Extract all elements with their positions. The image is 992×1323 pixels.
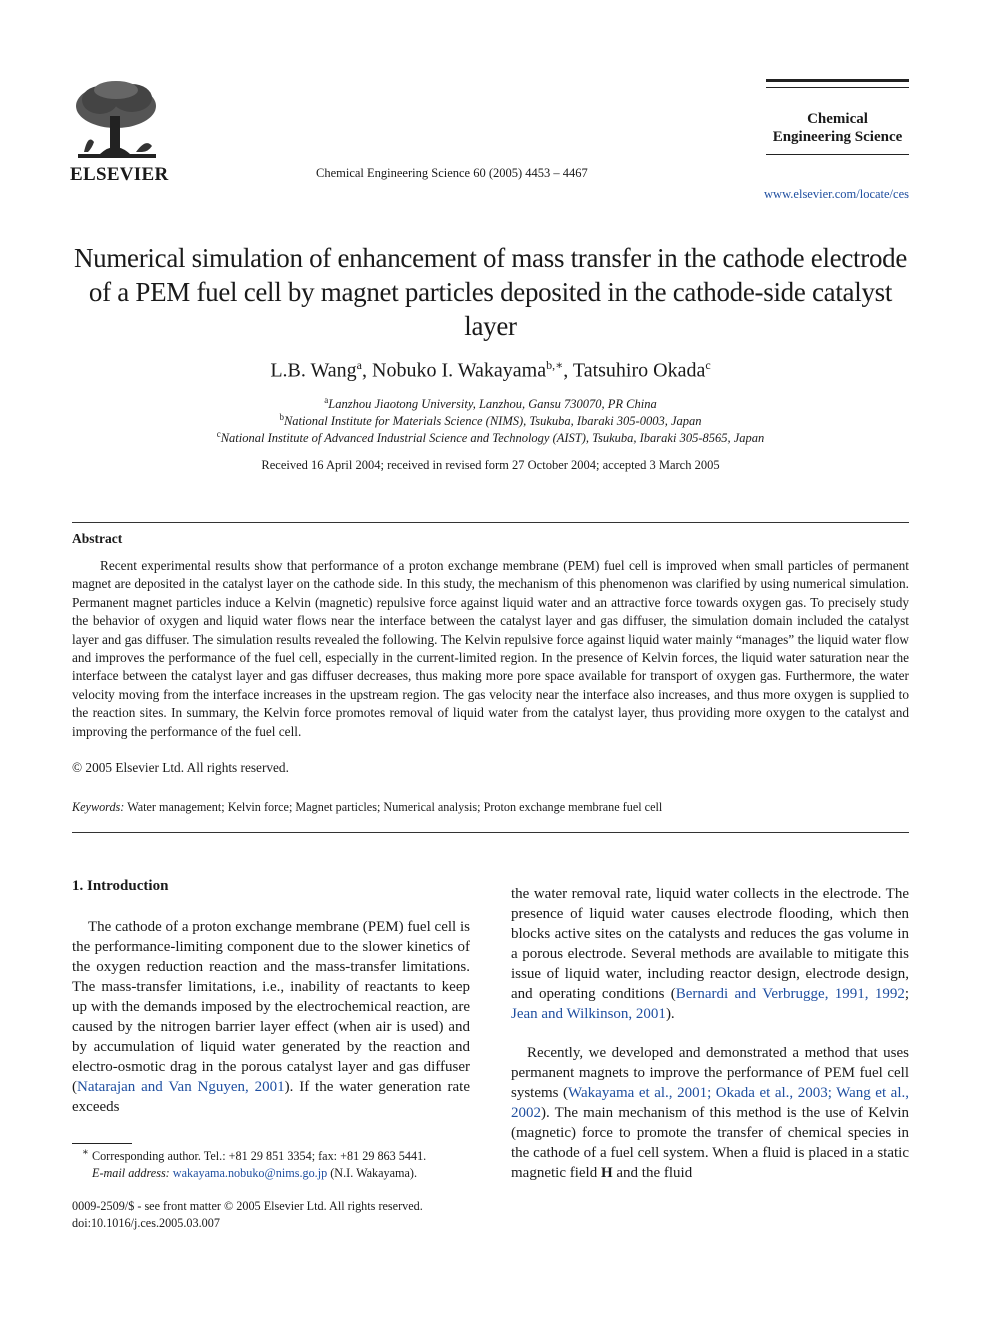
intro-paragraph-1 xyxy=(72,917,470,1117)
affiliation-text: National Institute of Advanced Industrial Science and Technology (AIST), Tsukuba, Ibaraki 305-8565, Japan xyxy=(220,431,765,446)
paragraph-text: and the fluid xyxy=(612,1165,693,1181)
paragraph-text: The cathode of a proton exchange membrane (PEM) fuel cell is the performance-limiting component due to the slower kinetics of the oxygen reduction reaction and the mass-transfer limitations. The mass-transfer limitations, i.e., inability of reactants to keep up with the demands imposed by the electrochemical reaction, are caused by the nitrogen barrier layer effect (when air is used) and by accumulation of liquid water generated by the reaction and electro-osmotic drag in the porous catalyst layer and gas diffuser ( xyxy=(72,919,470,1095)
paragraph-text: ). xyxy=(665,1006,675,1022)
author-separator: , xyxy=(362,359,372,382)
affiliation-a xyxy=(72,395,909,412)
paragraph-text: ). If the water generation rate exceeds xyxy=(72,1079,470,1115)
author-separator: , xyxy=(563,359,573,382)
affiliation-marker: b xyxy=(279,412,284,422)
paragraph-text: Recently, we developed and demonstrated a method that uses permanent magnets to improve the performance of PEM fuel cell systems ( xyxy=(511,1045,909,1101)
footnote-marker: ∗ xyxy=(82,1147,89,1158)
section-heading-introduction: 1. Introduction xyxy=(72,878,169,894)
divider xyxy=(72,832,909,833)
email-label: E-mail address: xyxy=(92,1166,170,1180)
author-affiliation-marker: c xyxy=(705,358,711,372)
intro-paragraph-1-continued xyxy=(511,884,909,1024)
affiliation-c xyxy=(72,429,909,446)
paragraph-text: ). The main mechanism of this method is the use of Kelvin (magnetic) force to promote the transfer of chemical species in the cathode of a fuel cell system. When a fluid is placed in a static magnetic field xyxy=(511,1105,909,1181)
publisher-name: ELSEVIER xyxy=(70,164,169,185)
journal-citation: Chemical Engineering Science 60 (2005) 4453 – 4467 xyxy=(316,166,588,180)
issn-line: 0009-2509/$ - see front matter © 2005 Elsevier Ltd. All rights reserved. xyxy=(72,1199,423,1213)
footnote-corresponding xyxy=(72,1147,470,1164)
journal-rule xyxy=(766,87,909,88)
author-name: Nobuko I. Wakayama xyxy=(372,359,547,382)
keywords-label: Keywords: xyxy=(72,800,125,814)
affiliation-text: National Institute for Materials Science (NIMS), Tsukuba, Ibaraki 305-0003, Japan xyxy=(283,414,702,429)
author-list xyxy=(72,358,909,383)
citation-link[interactable]: Bernardi and Verbrugge, 1991, 1992 xyxy=(675,986,905,1002)
paragraph-text: the water removal rate, liquid water collects in the electrode. The presence of liquid water causes electrode flooding, which then blocks active sites on the catalysts and reduces the gas volume in a porous electrode. Several methods are available to mitigate this issue of liquid water, including reactor design, electrode design, and operating conditions ( xyxy=(511,886,909,1002)
author-affiliation-marker: a xyxy=(356,358,362,372)
paragraph-text: ; xyxy=(904,986,909,1002)
journal-rule xyxy=(766,79,909,82)
abstract-copyright: © 2005 Elsevier Ltd. All rights reserved. xyxy=(72,760,289,775)
affiliation-b xyxy=(72,412,909,429)
journal-url-link[interactable]: www.elsevier.com/locate/ces xyxy=(764,187,909,201)
abstract-body: Recent experimental results show that performance of a proton exchange membrane (PEM) fuel cell is improved when small particles of permanent magnet are deposited in the catalyst layer on the cathode side. In this study, the mechanism of this phenomenon was clarified by using numerical simulation. Permanent magnet particles induce a Kelvin (magnetic) repulsive force against liquid water and an attractive force towards oxygen gas. To precisely study the behavior of oxygen and liquid water flows near the interface between the catalyst layer and gas diffuser, the simulation domain included the catalyst layer and gas diffuser. The simulation results revealed the following. The Kelvin repulsive force against liquid water mainly “manages” the liquid water flow and improves the performance of the fuel cell, especially in the current-limited region. In the presence of Kelvin forces, the liquid water saturation near the interface between the catalyst layer and gas diffuser decreases, thus making more pore space available for transport of oxygen gas. Furthermore, the water velocity moving from the interface increases in the upstream region. The gas velocity near the interface also increases, and thus more oxygen is supplied to the reaction sites. In summary, the Kelvin force promotes removal of liquid water from the catalyst layer, thus providing more oxygen to the catalyst and improving the performance of the fuel cell. xyxy=(72,558,909,739)
author-affiliation-marker: b,∗ xyxy=(546,358,564,372)
author-name: Tatsuhiro Okada xyxy=(572,359,706,382)
abstract-heading: Abstract xyxy=(72,531,123,546)
footnote-rule xyxy=(72,1143,132,1144)
article-title: Numerical simulation of enhancement of mass transfer in the cathode electrode of a PEM fuel cell by magnet particles deposited in the cathode-side catalyst layer xyxy=(73,243,908,341)
citation-link[interactable]: Natarajan and Van Nguyen, 2001 xyxy=(77,1079,285,1095)
affiliation-marker: c xyxy=(216,429,221,439)
doi-line: doi:10.1016/j.ces.2005.03.007 xyxy=(72,1216,220,1230)
citation-link[interactable]: Jean and Wilkinson, 2001 xyxy=(511,1006,666,1022)
keywords-text: Water management; Kelvin force; Magnet particles; Numerical analysis; Proton exchange membrane fuel cell xyxy=(127,800,663,814)
journal-name xyxy=(766,110,909,146)
citation-link[interactable]: Wakayama et al., 2001; Okada et al., 2003; Wang et al., 2002 xyxy=(511,1085,909,1121)
footnote-text: (N.I. Wakayama). xyxy=(327,1166,418,1180)
journal-rule xyxy=(766,154,909,155)
author-name: L.B. Wang xyxy=(270,359,357,382)
keywords xyxy=(72,800,909,815)
journal-name-line2: Engineering Science xyxy=(772,129,903,145)
intro-paragraph-2 xyxy=(511,1043,909,1183)
footnote-email xyxy=(92,1166,470,1181)
received-dates: Received 16 April 2004; received in revised form 27 October 2004; accepted 3 March 2005 xyxy=(261,458,720,472)
footnote-text: Corresponding author. Tel.: +81 29 851 3354; fax: +81 29 863 5441. xyxy=(88,1149,427,1164)
divider xyxy=(72,522,909,523)
journal-name-line1: Chemical xyxy=(807,111,868,127)
email-link[interactable]: wakayama.nobuko@nims.go.jp xyxy=(172,1166,328,1180)
affiliation-text: Lanzhou Jiaotong University, Lanzhou, Gansu 730070, PR China xyxy=(328,397,657,412)
symbol-H: H xyxy=(600,1165,613,1181)
affiliation-marker: a xyxy=(324,395,329,405)
